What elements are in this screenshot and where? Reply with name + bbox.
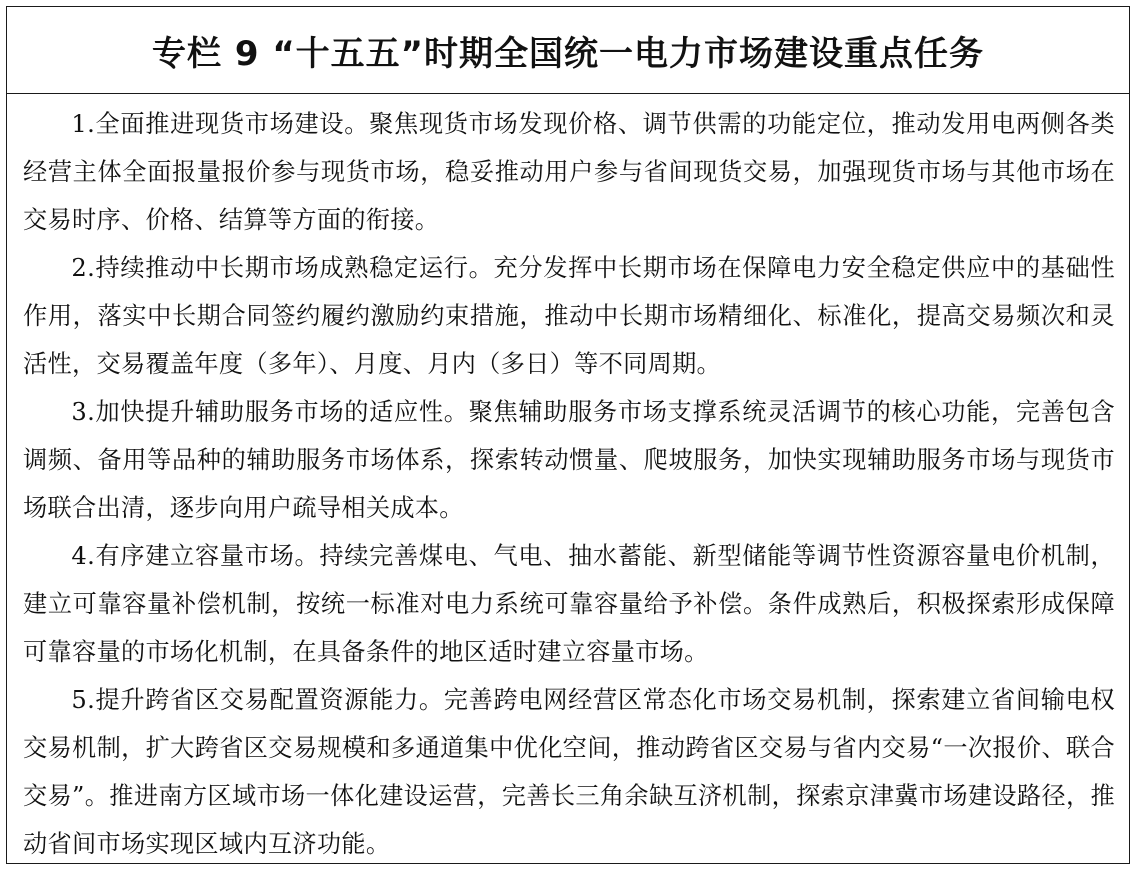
task-paragraph-4: 4.有序建立容量市场。持续完善煤电、气电、抽水蓄能、新型储能等调节性资源容量电价机制，建立可靠容量补偿机制，按统一标准对电力系统可靠容量给予补偿。条件成熟后，积极探索形成保障可靠容量的市场化机制，在具备条件的地区适时建立容量市场。 — [23, 542, 1115, 666]
column-box — [6, 6, 1130, 864]
column-body — [7, 94, 1129, 868]
column-title: 专栏 9 “十五五”时期全国统一电力市场建设重点任务 — [151, 33, 985, 74]
title-row — [7, 7, 1129, 94]
task-paragraph-1: 1.全面推进现货市场建设。聚焦现货市场发现价格、调节供需的功能定位，推动发用电两侧各类经营主体全面报量报价参与现货市场，稳妥推动用户参与省间现货交易，加强现货市场与其他市场在交易时序、价格、结算等方面的衔接。 — [23, 110, 1115, 234]
task-paragraph-5: 5.提升跨省区交易配置资源能力。完善跨电网经营区常态化市场交易机制，探索建立省间输电权交易机制，扩大跨省区交易规模和多通道集中优化空间，推动跨省区交易与省内交易“一次报价、联合交易”。推进南方区域市场一体化建设运营，完善长三角余缺互济机制，探索京津冀市场建设路径，推动省间市场实现区域内互济功能。 — [23, 686, 1115, 858]
task-paragraph-3: 3.加快提升辅助服务市场的适应性。聚焦辅助服务市场支撑系统灵活调节的核心功能，完善包含调频、备用等品种的辅助服务市场体系，探索转动惯量、爬坡服务，加快实现辅助服务市场与现货市场联合出清，逐步向用户疏导相关成本。 — [23, 398, 1115, 522]
task-paragraph-2: 2.持续推动中长期市场成熟稳定运行。充分发挥中长期市场在保障电力安全稳定供应中的基础性作用，落实中长期合同签约履约激励约束措施，推动中长期市场精细化、标准化，提高交易频次和灵活性，交易覆盖年度（多年）、月度、月内（多日）等不同周期。 — [23, 254, 1115, 378]
